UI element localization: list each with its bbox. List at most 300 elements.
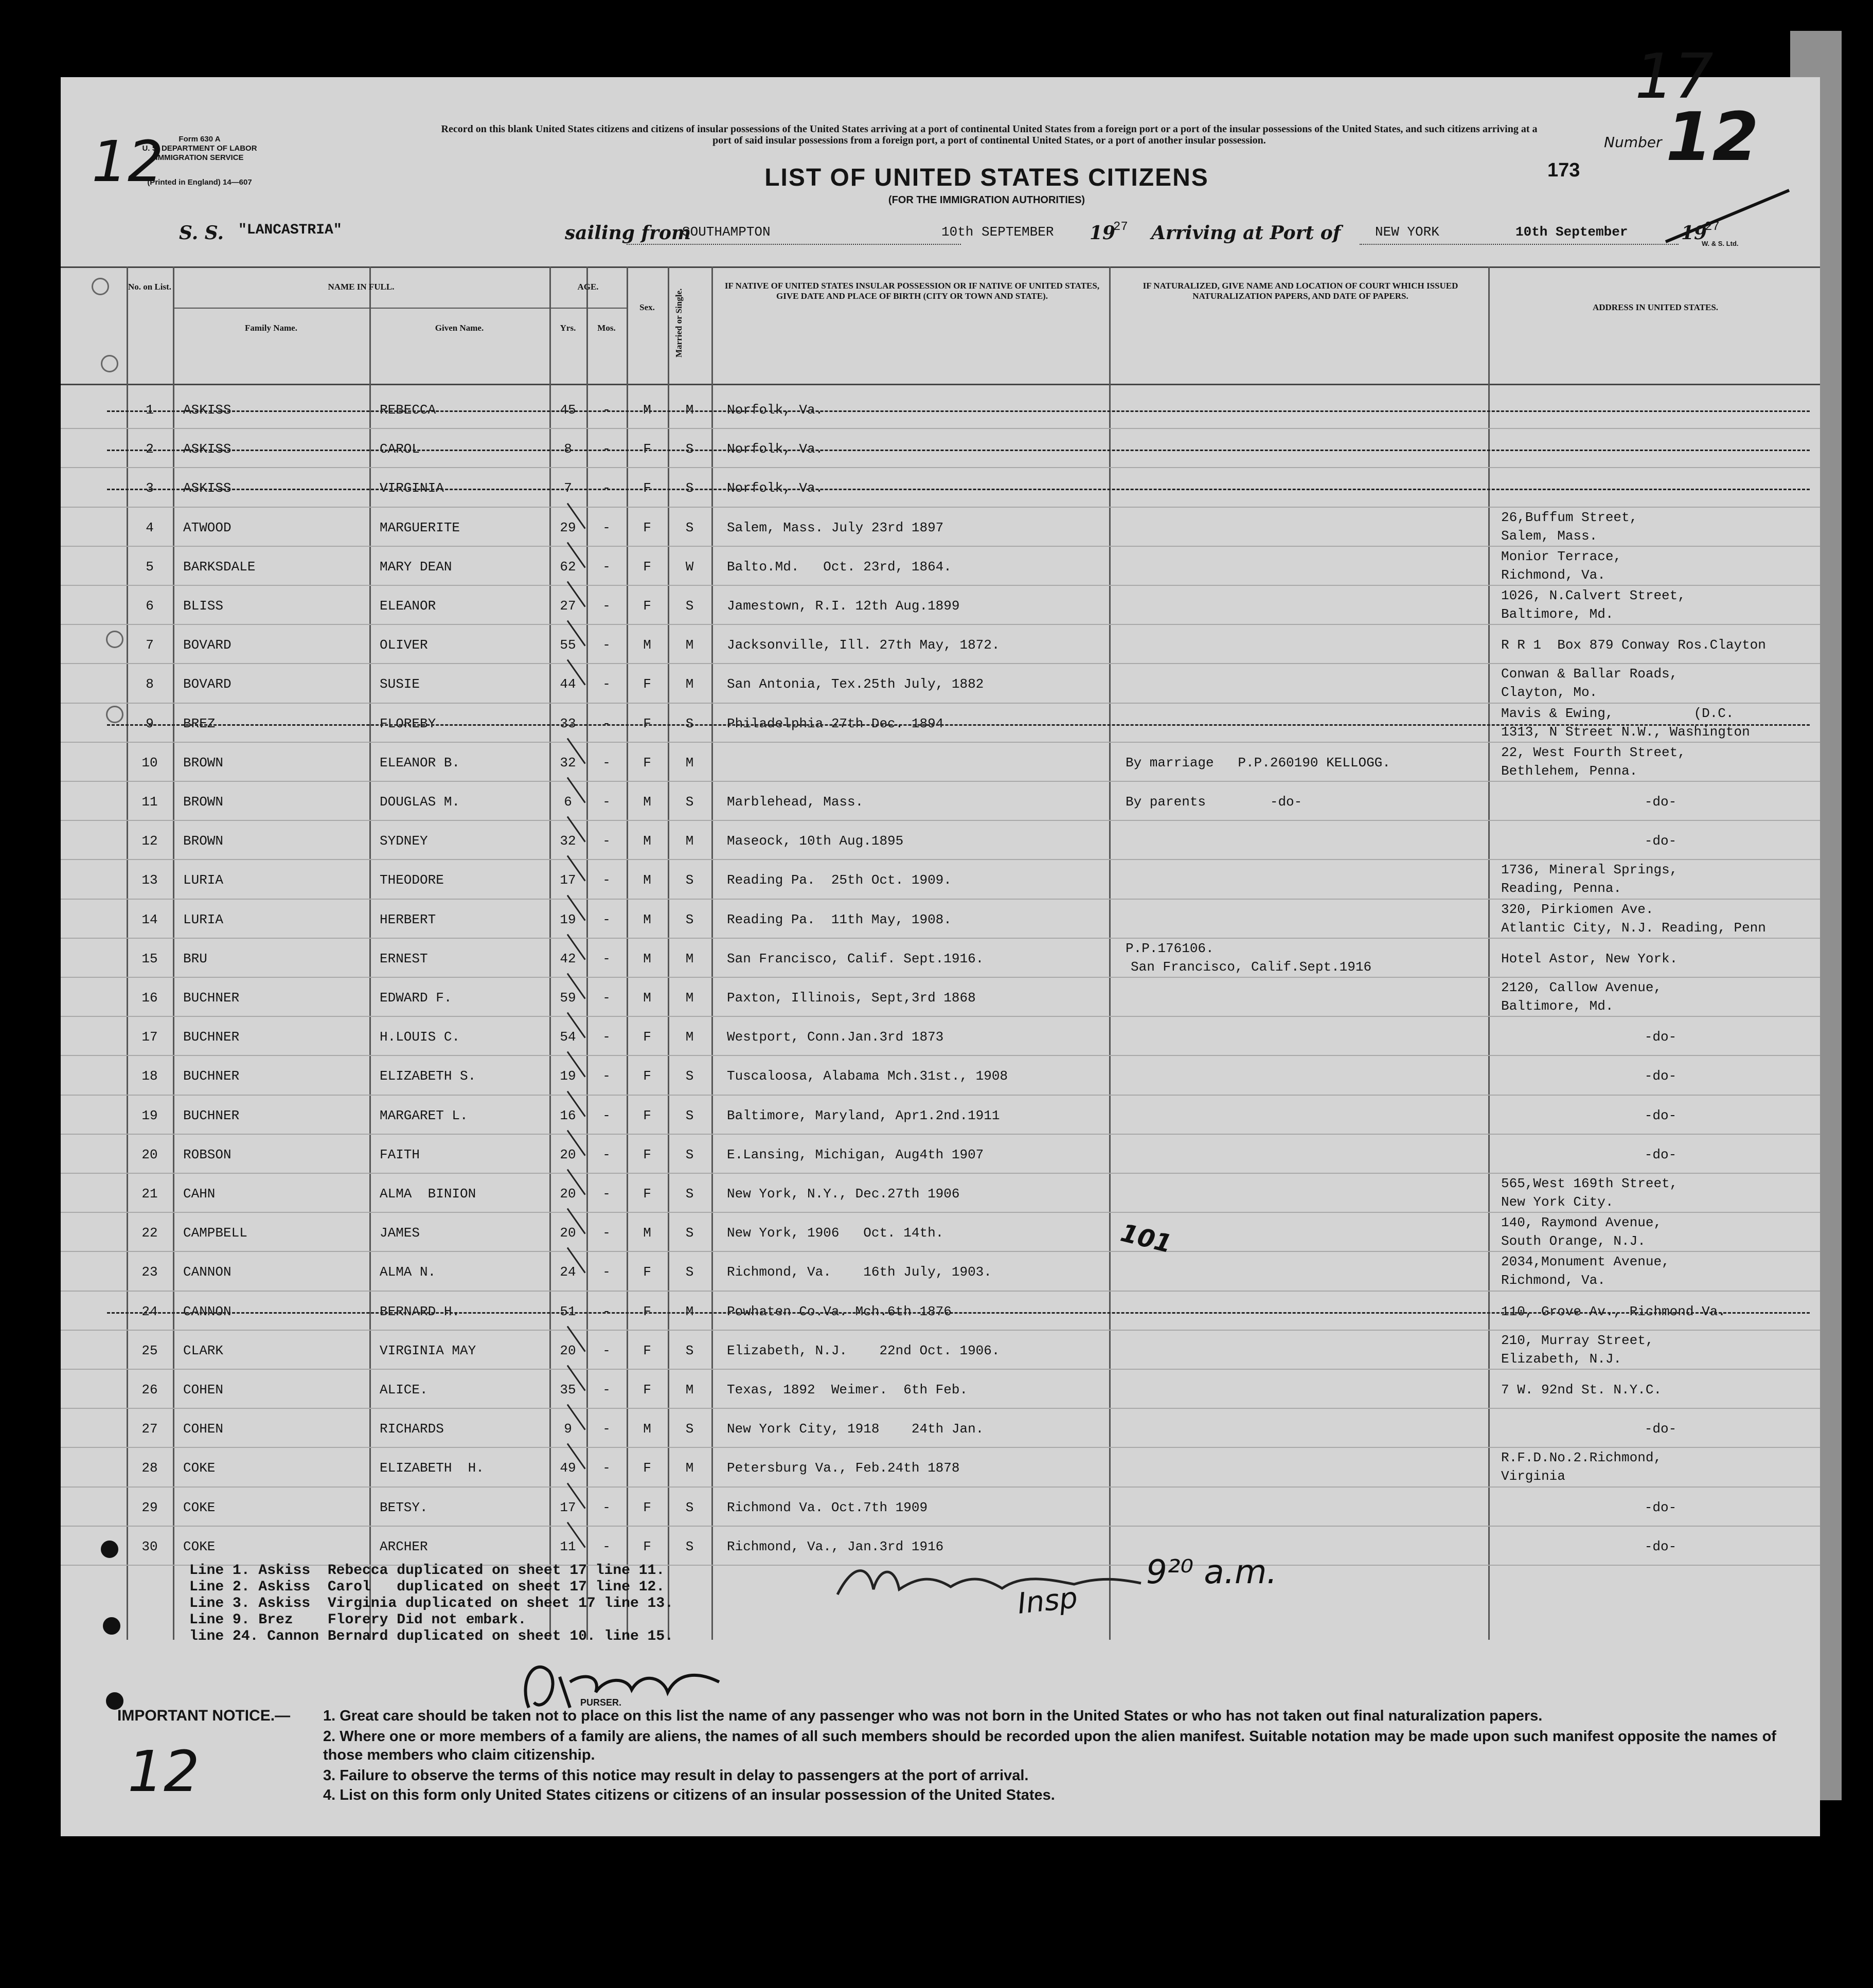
cell-addr1: Monior Terrace,: [1501, 548, 1622, 564]
cell-addr1: -do-: [1644, 1068, 1677, 1084]
cell-birth: Reading Pa. 11th May, 1908.: [727, 911, 952, 927]
cell-mos: -: [602, 1186, 611, 1202]
cell-ms: S: [685, 598, 694, 614]
cell-given: H.LOUIS C.: [380, 1029, 460, 1045]
cell-family: COKE: [183, 1499, 216, 1515]
cell-yrs: 19: [560, 911, 576, 927]
cell-given: VIRGINIA: [380, 480, 444, 496]
cell-yrs: 59: [560, 990, 576, 1006]
cell-no: 25: [141, 1342, 158, 1358]
cell-yrs: 20: [560, 1225, 576, 1241]
cell-birth: New York City, 1918 24th Jan.: [727, 1421, 984, 1437]
cell-family: BROWN: [183, 755, 224, 771]
col-yrs: Yrs.: [560, 323, 576, 333]
cell-no: 8: [146, 676, 154, 692]
table-row: [61, 1370, 1820, 1409]
cell-sex: F: [643, 1303, 651, 1319]
cell-mos: -: [602, 755, 611, 771]
cell-given: ARCHER: [380, 1538, 428, 1554]
left-mark: 12: [92, 129, 164, 194]
punch-hole: [101, 355, 118, 372]
cell-ms: M: [685, 755, 694, 771]
to-port: NEW YORK: [1375, 224, 1439, 240]
cell-no: 17: [141, 1029, 158, 1045]
cell-yrs: 45: [560, 402, 576, 418]
cell-mos: -: [602, 637, 611, 653]
cell-yrs: 33: [560, 715, 576, 731]
cell-yrs: 16: [560, 1107, 576, 1123]
table-row: [61, 860, 1820, 899]
cell-mos: -: [602, 833, 611, 849]
table-row: [61, 1448, 1820, 1487]
table-row: [61, 1017, 1820, 1056]
cell-ms: S: [685, 1342, 694, 1358]
cell-birth: Powhaten Co.Va. Mch.6th 1876: [727, 1303, 952, 1319]
cell-sex: F: [643, 1029, 651, 1045]
cell-addr1: 2120, Callow Avenue,: [1501, 980, 1662, 995]
cell-given: DOUGLAS M.: [380, 794, 460, 810]
cell-given: EDWARD F.: [380, 990, 452, 1006]
cell-mos: -: [602, 1068, 611, 1084]
cell-birth: Philadelphia 27th Dec. 1894: [727, 715, 944, 731]
cell-addr1: -do-: [1644, 1499, 1677, 1515]
service: IMMIGRATION SERVICE: [155, 153, 244, 162]
cell-birth: Texas, 1892 Weimer. 6th Feb.: [727, 1382, 968, 1398]
cell-birth: Paxton, Illinois, Sept,3rd 1868: [727, 990, 976, 1006]
cell-addr2: Salem, Mass.: [1501, 528, 1598, 544]
cell-yrs: 32: [560, 833, 576, 849]
purser-label: PURSER.: [580, 1697, 622, 1708]
cell-sex: M: [643, 402, 651, 418]
cell-addr2: Reading, Penna.: [1501, 881, 1622, 897]
cell-yrs: 32: [560, 755, 576, 771]
cell-sex: F: [643, 676, 651, 692]
cell-yrs: 29: [560, 520, 576, 535]
cell-no: 19: [141, 1107, 158, 1123]
manifest-page: [61, 41, 1820, 1836]
cell-birth: Norfolk, Va.: [727, 480, 824, 496]
cell-ms: M: [685, 833, 694, 849]
cell-birth: Richmond Va. Oct.7th 1909: [727, 1499, 928, 1515]
cell-sex: F: [643, 1186, 651, 1202]
cell-no: 11: [141, 794, 158, 810]
cell-yrs: 35: [560, 1382, 576, 1398]
corner-mark: 17: [1635, 41, 1714, 113]
cell-sex: M: [643, 833, 651, 849]
cell-ms: M: [685, 1303, 694, 1319]
cell-no: 28: [141, 1460, 158, 1476]
cell-sex: F: [643, 1499, 651, 1515]
cell-addr1: 7 W. 92nd St. N.Y.C.: [1501, 1382, 1662, 1398]
col-given-name: Given Name.: [435, 323, 484, 333]
cell-given: JAMES: [380, 1225, 420, 1241]
cell-addr1: -do-: [1644, 1538, 1677, 1554]
cell-nat2: San Francisco, Calif.Sept.1916: [1131, 959, 1372, 975]
cell-mos: -: [602, 1225, 611, 1241]
cell-family: COHEN: [183, 1382, 224, 1398]
cell-given: ALMA BINION: [380, 1186, 476, 1202]
cell-yrs: 11: [560, 1538, 576, 1554]
cell-addr1: Mavis & Ewing, (D.C.: [1501, 705, 1734, 721]
cell-mos: -: [602, 1107, 611, 1123]
cell-mos: -: [602, 911, 611, 927]
cell-ms: S: [685, 1147, 694, 1162]
cell-no: 16: [141, 990, 158, 1006]
cell-sex: F: [643, 520, 651, 535]
cell-birth: Richmond, Va., Jan.3rd 1916: [727, 1538, 944, 1554]
cell-family: ASKISS: [183, 441, 231, 457]
cell-given: MARGARET L.: [380, 1107, 468, 1123]
cell-mos: -: [602, 1382, 611, 1398]
cell-mos: -: [602, 559, 611, 575]
table-row: [61, 821, 1820, 860]
cell-mos: -: [602, 951, 611, 966]
cell-sex: M: [643, 911, 651, 927]
cell-mos: -: [602, 1460, 611, 1476]
cell-addr1: -do-: [1644, 833, 1677, 849]
cell-family: BLISS: [183, 598, 224, 614]
footnote: Line 2. Askiss Carol duplicated on sheet 17 line 12.: [189, 1579, 665, 1595]
cell-addr1: -do-: [1644, 1147, 1677, 1162]
cell-sex: F: [643, 1147, 651, 1162]
cell-ms: M: [685, 1029, 694, 1045]
cell-no: 30: [141, 1538, 158, 1554]
cell-yrs: 51: [560, 1303, 576, 1319]
cell-addr1: 2034,Monument Avenue,: [1501, 1254, 1670, 1270]
cell-sex: F: [643, 1382, 651, 1398]
cell-addr1: 140, Raymond Avenue,: [1501, 1215, 1662, 1231]
cell-no: 12: [141, 833, 158, 849]
cell-addr2: Richmond, Va.: [1501, 1273, 1606, 1288]
cell-given: ELIZABETH H.: [380, 1460, 484, 1476]
table-row: [61, 1174, 1820, 1213]
cell-family: LURIA: [183, 872, 224, 888]
footnote: Line 1. Askiss Rebecca duplicated on sheet 17 line 11.: [189, 1563, 665, 1579]
cell-given: ELIZABETH S.: [380, 1068, 476, 1084]
cell-yrs: 27: [560, 598, 576, 614]
cell-addr1: 1736, Mineral Springs,: [1501, 862, 1678, 878]
cell-ms: W: [685, 559, 694, 575]
cell-family: CAMPBELL: [183, 1225, 247, 1241]
notice-item: 4. List on this form only United States citizens or citizens of an insular possession of the United States.: [323, 1787, 1055, 1803]
cell-addr2: Clayton, Mo.: [1501, 685, 1598, 701]
cell-yrs: 20: [560, 1147, 576, 1162]
col-naturalized: IF NATURALIZED, GIVE NAME AND LOCATION OF COURT WHICH ISSUED NATURALIZATION PAPERS, AND DATE OF PAPERS.: [1143, 281, 1458, 301]
table-row: [61, 1331, 1820, 1370]
cell-sex: F: [643, 1107, 651, 1123]
cell-ms: S: [685, 480, 694, 496]
table-row: [61, 625, 1820, 664]
cell-birth: Balto.Md. Oct. 23rd, 1864.: [727, 559, 952, 575]
cell-family: ASKISS: [183, 480, 231, 496]
cell-given: BERNARD H.: [380, 1303, 460, 1319]
cell-mos: -: [602, 1421, 611, 1437]
cell-mos: -: [602, 1538, 611, 1554]
department: U. S. DEPARTMENT OF LABOR: [142, 144, 257, 153]
cell-given: ALICE.: [380, 1382, 428, 1398]
cell-addr2: Atlantic City, N.J. Reading, Penn: [1501, 920, 1766, 936]
bottom-mark: 12: [128, 1739, 200, 1804]
cell-ms: S: [685, 715, 694, 731]
cell-birth: Marblehead, Mass.: [727, 794, 864, 810]
table-row: [61, 468, 1820, 507]
cell-addr1: -do-: [1644, 794, 1677, 810]
cell-ms: S: [685, 441, 694, 457]
footnote: line 24. Cannon Bernard duplicated on sheet 10. line 15.: [189, 1628, 673, 1644]
punch-hole: [106, 631, 123, 648]
cell-family: BOVARD: [183, 676, 231, 692]
table-row: [61, 1213, 1820, 1252]
table-row: [61, 1056, 1820, 1095]
cell-yrs: 62: [560, 559, 576, 575]
table-row: [61, 664, 1820, 703]
cell-ms: M: [685, 951, 694, 966]
cell-no: 6: [146, 598, 154, 614]
cell-sex: M: [643, 990, 651, 1006]
cell-mos: -: [602, 1264, 611, 1280]
cell-addr1: 26,Buffum Street,: [1501, 509, 1638, 525]
table-row: [61, 1292, 1820, 1331]
table-row: [61, 1096, 1820, 1135]
cell-addr1: Conwan & Ballar Roads,: [1501, 666, 1678, 682]
punch-hole: [106, 706, 123, 723]
cell-birth: New York, 1906 Oct. 14th.: [727, 1225, 944, 1241]
cell-birth: Reading Pa. 25th Oct. 1909.: [727, 872, 952, 888]
form-title: LIST OF UNITED STATES CITIZENS: [764, 164, 1209, 191]
cell-birth: Tuscaloosa, Alabama Mch.31st., 1908: [727, 1068, 1008, 1084]
cell-sex: F: [643, 1068, 651, 1084]
cell-family: COKE: [183, 1460, 216, 1476]
cell-no: 2: [146, 441, 154, 457]
cell-ms: S: [685, 1068, 694, 1084]
cell-given: VIRGINIA MAY: [380, 1342, 476, 1358]
cell-given: ALMA N.: [380, 1264, 436, 1280]
cell-yrs: 7: [564, 480, 572, 496]
cell-ms: S: [685, 872, 694, 888]
cell-mos: -: [602, 1147, 611, 1162]
cell-mos: -: [602, 676, 611, 692]
cell-no: 26: [141, 1382, 158, 1398]
punch-hole: [101, 1541, 118, 1558]
cell-ms: S: [685, 520, 694, 535]
cell-ms: S: [685, 1421, 694, 1437]
col-sex: Sex.: [639, 302, 655, 312]
cell-no: 15: [141, 951, 158, 966]
cell-given: SUSIE: [380, 676, 420, 692]
table-row: [61, 429, 1820, 468]
cell-given: ELEANOR B.: [380, 755, 460, 771]
cell-family: ROBSON: [183, 1147, 231, 1162]
cell-given: HERBERT: [380, 911, 436, 927]
cell-birth: E.Lansing, Michigan, Aug4th 1907: [727, 1147, 984, 1162]
cell-yrs: 54: [560, 1029, 576, 1045]
cell-sex: F: [643, 441, 651, 457]
cell-birth: Petersburg Va., Feb.24th 1878: [727, 1460, 960, 1476]
cell-nat: P.P.176106.: [1126, 940, 1214, 956]
handwritten-101: 101: [1117, 1218, 1175, 1259]
table-row: [61, 978, 1820, 1017]
cell-given: OLIVER: [380, 637, 428, 653]
cell-no: 10: [141, 755, 158, 771]
cell-yrs: 8: [564, 441, 572, 457]
cell-ms: M: [685, 402, 694, 418]
footnote: Line 9. Brez Florery Did not embark.: [189, 1612, 527, 1628]
depart-date: 10th SEPTEMBER: [941, 224, 1054, 240]
cell-mos: -: [602, 598, 611, 614]
cell-birth: New York, N.Y., Dec.27th 1906: [727, 1186, 960, 1202]
time-note: 9²⁰ a.m.: [1146, 1553, 1277, 1591]
cell-addr1: -do-: [1644, 1029, 1677, 1045]
cell-family: BUCHNER: [183, 990, 240, 1006]
notice-label: IMPORTANT NOTICE.—: [117, 1707, 291, 1724]
cell-yrs: 44: [560, 676, 576, 692]
cell-no: 7: [146, 637, 154, 653]
cell-ms: M: [685, 1382, 694, 1398]
cell-yrs: 20: [560, 1186, 576, 1202]
cell-given: FLOREBY: [380, 715, 436, 731]
ss-label: S. S.: [179, 222, 224, 244]
cell-sex: M: [643, 637, 651, 653]
cell-mos: -: [602, 872, 611, 888]
cell-given: ELEANOR: [380, 598, 436, 614]
cell-no: 27: [141, 1421, 158, 1437]
cell-addr1: 110, Grove Av., Richmond Va.: [1501, 1303, 1726, 1319]
cell-no: 3: [146, 480, 154, 496]
cell-sex: F: [643, 715, 651, 731]
cell-no: 29: [141, 1499, 158, 1515]
cell-birth: Richmond, Va. 16th July, 1903.: [727, 1264, 992, 1280]
cell-given: BETSY.: [380, 1499, 428, 1515]
cell-family: BREZ: [183, 715, 216, 731]
printer-mark: W. & S. Ltd.: [1702, 240, 1739, 247]
arrive-date: 10th September: [1515, 224, 1628, 240]
cell-birth: Elizabeth, N.J. 22nd Oct. 1906.: [727, 1342, 1000, 1358]
cell-family: BARKSDALE: [183, 559, 256, 575]
cell-addr2: South Orange, N.J.: [1501, 1233, 1646, 1249]
cell-family: CLARK: [183, 1342, 224, 1358]
arrive-year: 27: [1705, 220, 1720, 234]
printed-note: (Printed in England) 14—607: [147, 178, 252, 187]
cell-addr1: 210, Murray Street,: [1501, 1332, 1654, 1348]
table-row: [61, 704, 1820, 743]
cell-addr2: Baltimore, Md.: [1501, 606, 1614, 622]
cell-sex: M: [643, 951, 651, 966]
form-subtitle: (FOR THE IMMIGRATION AUTHORITIES): [888, 194, 1085, 206]
cell-addr2: Bethlehem, Penna.: [1501, 763, 1638, 779]
cell-yrs: 49: [560, 1460, 576, 1476]
table-row: [61, 547, 1820, 586]
cell-yrs: 20: [560, 1342, 576, 1358]
cell-ms: M: [685, 990, 694, 1006]
cell-birth: Norfolk, Va.: [727, 402, 824, 418]
cell-mos: -: [602, 715, 611, 731]
cell-given: MARGUERITE: [380, 520, 460, 535]
col-birth: IF NATIVE OF UNITED STATES INSULAR POSSESSION OR IF NATIVE OF UNITED STATES, GIVE DATE AND PLACE OF BIRTH (CITY OR TOWN AND STATE).: [724, 281, 1100, 301]
cell-no: 21: [141, 1186, 158, 1202]
table-row: [61, 939, 1820, 978]
cell-nat: By parents -do-: [1126, 794, 1303, 810]
cell-yrs: 19: [560, 1068, 576, 1084]
cell-addr2: 1313, N Street N.W., Washington: [1501, 724, 1750, 740]
notice-item: 1. Great care should be taken not to place on this list the name of any passenger who was not born in the United States or who has not taken out final naturalization papers.: [323, 1708, 1543, 1724]
cell-sex: F: [643, 598, 651, 614]
cell-family: BROWN: [183, 833, 224, 849]
cell-birth: Salem, Mass. July 23rd 1897: [727, 520, 944, 535]
cell-no: 14: [141, 911, 158, 927]
cell-ms: S: [685, 1225, 694, 1241]
cell-no: 9: [146, 715, 154, 731]
voyage-line: [61, 216, 1820, 252]
cell-ms: S: [685, 1538, 694, 1554]
cell-mos: -: [602, 441, 611, 457]
cell-ms: S: [685, 1186, 694, 1202]
cell-sex: F: [643, 1460, 651, 1476]
cell-no: 24: [141, 1303, 158, 1319]
cell-sex: M: [643, 794, 651, 810]
cell-mos: -: [602, 1303, 611, 1319]
cell-yrs: 6: [564, 794, 572, 810]
ship-name: "LANCASTRIA": [238, 222, 342, 238]
punch-hole: [92, 278, 109, 295]
cell-mos: -: [602, 480, 611, 496]
cell-nat: By marriage P.P.260190 KELLOGG.: [1126, 755, 1390, 771]
form-instructions: Record on this blank United States citizens and citizens of insular possessions of the United States arriving at a port of continental United States from a foreign port or a port of the insular possessions of the United States, and such citizens arriving at a port of said insular possessions from a foreign port, a port of continental United States, or a port of another insular possession.: [441, 123, 1538, 146]
footnote: Line 3. Askiss Virginia duplicated on sheet 17 line 13.: [189, 1596, 673, 1611]
col-address: ADDRESS IN UNITED STATES.: [1592, 302, 1719, 312]
cell-birth: San Francisco, Calif. Sept.1916.: [727, 951, 984, 966]
cell-given: FAITH: [380, 1147, 420, 1162]
sailing-label: sailing from: [565, 222, 691, 244]
cell-sex: F: [643, 755, 651, 771]
cell-addr2: New York City.: [1501, 1194, 1614, 1210]
cell-family: BUCHNER: [183, 1029, 240, 1045]
cell-sex: M: [643, 872, 651, 888]
cell-given: SYDNEY: [380, 833, 428, 849]
cell-birth: Norfolk, Va.: [727, 441, 824, 457]
cell-given: RICHARDS: [380, 1421, 444, 1437]
cell-addr1: R R 1 Box 879 Conway Ros.Clayton: [1501, 637, 1766, 653]
cell-birth: Jamestown, R.I. 12th Aug.1899: [727, 598, 960, 614]
cell-ms: S: [685, 794, 694, 810]
cell-family: BRU: [183, 951, 207, 966]
cell-yrs: 17: [560, 1499, 576, 1515]
cell-family: CANNON: [183, 1303, 231, 1319]
cell-family: BUCHNER: [183, 1068, 240, 1084]
form-number: Form 630 A: [179, 135, 221, 144]
cell-family: COKE: [183, 1538, 216, 1554]
cell-yrs: 17: [560, 872, 576, 888]
cell-birth: San Antonia, Tex.25th July, 1882: [727, 676, 984, 692]
cell-no: 5: [146, 559, 154, 575]
cell-family: CANNON: [183, 1264, 231, 1280]
cell-yrs: 24: [560, 1264, 576, 1280]
cell-family: COHEN: [183, 1421, 224, 1437]
cell-addr1: 320, Pirkiomen Ave.: [1501, 901, 1654, 917]
cell-yrs: 55: [560, 637, 576, 653]
cell-given: ERNEST: [380, 951, 428, 966]
cell-sex: F: [643, 1264, 651, 1280]
cell-addr2: Baltimore, Md.: [1501, 998, 1614, 1014]
manifest-table: [61, 266, 1820, 1640]
cell-no: 20: [141, 1147, 158, 1162]
inspector-signature: [832, 1559, 1151, 1610]
cell-yrs: 42: [560, 951, 576, 966]
cell-addr1: -do-: [1644, 1421, 1677, 1437]
cell-no: 1: [146, 402, 154, 418]
arrive-year-prefix: 19: [1681, 222, 1707, 244]
cell-mos: -: [602, 990, 611, 1006]
table-row: [61, 1409, 1820, 1448]
